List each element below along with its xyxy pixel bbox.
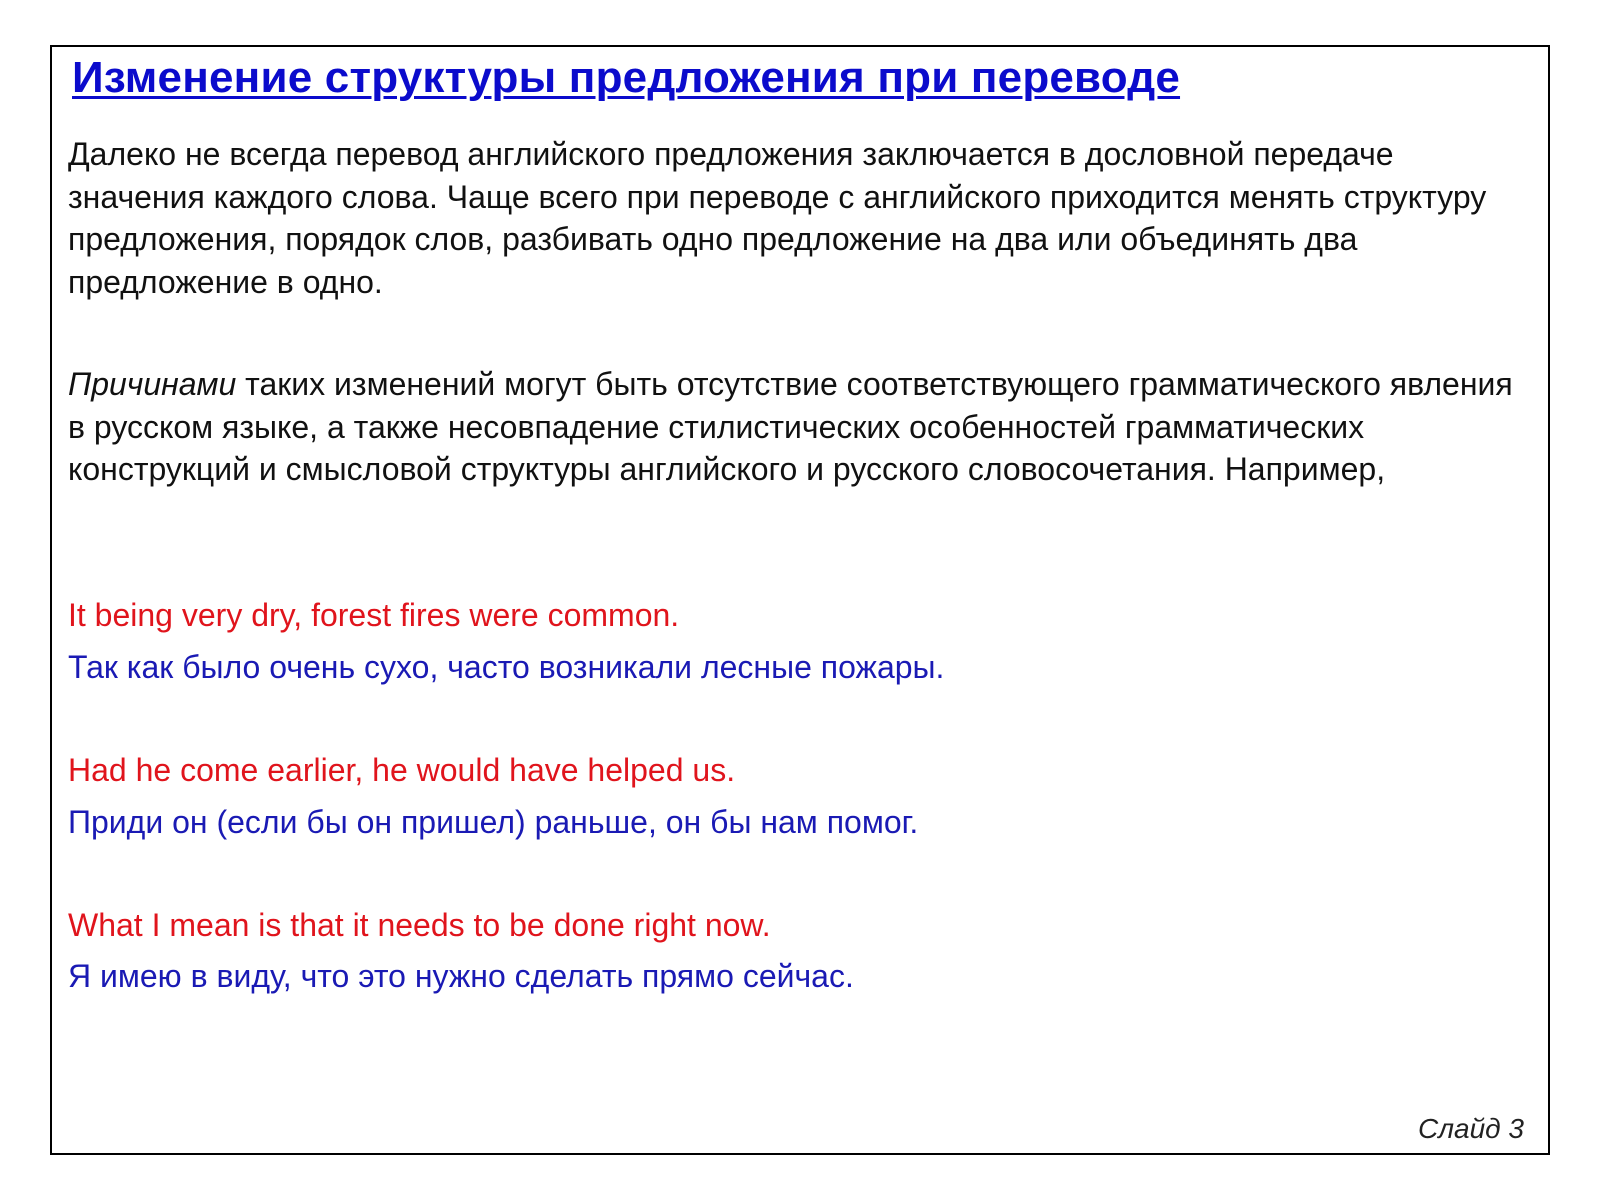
reasons-lead-italic: Причинами [68, 366, 237, 402]
example-3-english: What I mean is that it needs to be done right now. [68, 907, 771, 943]
reasons-text: таких изменений могут быть отсутствие соответствующего грамматического явления в русском языке, а также несовпадение стилистических особенностей грамматических конструкций и смысловой структуры английского и русского словосочетания. Например, [68, 366, 1513, 487]
slide-number: Слайд 3 [1418, 1113, 1524, 1144]
reasons-paragraph [68, 363, 1538, 491]
slide-title: Изменение структуры предложения при переводе [72, 53, 1181, 102]
example-1-english: It being very dry, forest fires were common. [68, 597, 680, 633]
example-1-russian: Так как было очень сухо, часто возникали лесные пожары. [68, 649, 945, 685]
example-2-english: Had he come earlier, he would have helped us. [68, 752, 736, 788]
example-3-russian: Я имею в виду, что это нужно сделать прямо сейчас. [68, 958, 854, 994]
intro-paragraph: Далеко не всегда перевод английского предложения заключается в дословной передаче значения каждого слова. Чаще всего при переводе с английского приходится менять структуру предложения, порядок слов, разбивать одно предложение на два или объединять два предложение в одно. [68, 136, 1487, 300]
slide-frame [50, 45, 1550, 1155]
example-2-russian: Приди он (если бы он пришел) раньше, он бы нам помог. [68, 804, 919, 840]
